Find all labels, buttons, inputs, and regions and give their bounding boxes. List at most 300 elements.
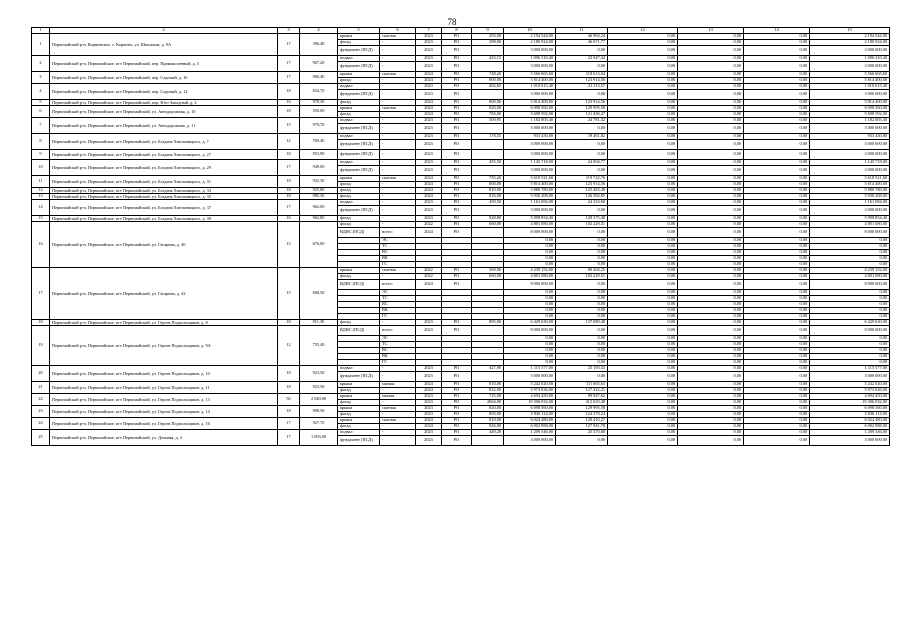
work-type: фасад: [338, 320, 380, 326]
volume: [472, 280, 504, 290]
cost: 0,00: [504, 244, 556, 250]
work-type: фасад: [338, 100, 380, 106]
work-kind: ГС: [380, 314, 416, 320]
owner-cost: 0,00: [744, 238, 810, 244]
fund-cost: 0,00: [608, 354, 678, 360]
budget-cost: 0,00: [678, 222, 744, 228]
fund: РО: [442, 222, 472, 228]
work-kind: -: [380, 84, 416, 90]
budget-cost: 0,00: [678, 430, 744, 436]
fund: РО: [442, 90, 472, 100]
work-type: крыша: [338, 382, 380, 388]
work-kind: -: [380, 46, 416, 56]
budget-cost: 0,00: [678, 320, 744, 326]
fund: РО: [442, 194, 472, 200]
volume: [472, 166, 504, 176]
year: 2023: [416, 394, 442, 400]
total-cost: 5 973 636,00: [810, 388, 890, 394]
volume: 810,00: [472, 418, 504, 424]
area: 923,50: [300, 366, 338, 382]
floors: 18: [278, 188, 300, 194]
year: 2023: [416, 216, 442, 222]
total-cost: 3 000 000,00: [810, 166, 890, 176]
fund-cost: 0,00: [608, 200, 678, 206]
budget-cost: 0,00: [678, 34, 744, 40]
area: 769,40: [300, 134, 338, 150]
work-kind: скатная: [380, 268, 416, 274]
unit-cost: 0,00: [556, 46, 608, 56]
unit-cost: 0,00: [556, 262, 608, 268]
area: 911,30: [300, 320, 338, 326]
area: 668,50: [300, 268, 338, 320]
fund: РО: [442, 394, 472, 400]
row-number: 13: [32, 194, 50, 200]
work-type: фасад: [338, 78, 380, 84]
floors: 15: [278, 222, 300, 268]
work-kind: -: [380, 90, 416, 100]
fund: РО: [442, 72, 472, 78]
cost: 0,00: [504, 250, 556, 256]
total-cost: 0,00: [810, 256, 890, 262]
unit-cost: 0,00: [556, 228, 608, 238]
work-type: фасад: [338, 412, 380, 418]
row-number: 2: [32, 56, 50, 72]
owner-cost: 0,00: [744, 134, 810, 140]
cost: 1 145 718,00: [504, 160, 556, 166]
address: Первомайский р-н, Первомайское, пгт Первомайский, ул. Героев Подпольщиков, д. 9А: [50, 326, 278, 366]
year: 2024: [416, 176, 442, 182]
year: 2024: [416, 418, 442, 424]
work-type: подвал: [338, 430, 380, 436]
fund-cost: 0,00: [608, 112, 678, 118]
row-number: 3: [32, 72, 50, 84]
budget-cost: 0,00: [678, 342, 744, 348]
total-cost: 1 010 615,40: [810, 84, 890, 90]
owner-cost: 0,00: [744, 40, 810, 46]
year: 2024: [416, 106, 442, 112]
fund-cost: 0,00: [608, 406, 678, 412]
total-cost: 5 618 521,60: [810, 176, 890, 182]
floors: 17: [278, 430, 300, 446]
budget-cost: 0,00: [678, 118, 744, 124]
unit-cost: 0,00: [556, 436, 608, 446]
fund-cost: 0,00: [608, 394, 678, 400]
cost: 4 801 080,00: [504, 222, 556, 228]
total-cost: 0,00: [810, 354, 890, 360]
volume: 826,00: [472, 424, 504, 430]
unit-cost: 24 004,77: [556, 160, 608, 166]
fund: РО: [442, 216, 472, 222]
fund: РО: [442, 412, 472, 418]
cost: 0,00: [504, 348, 556, 354]
floors: 50: [278, 394, 300, 406]
year: 2024: [416, 382, 442, 388]
work-kind: мягкая: [380, 394, 416, 400]
fund: РО: [442, 112, 472, 118]
unit-cost: 0,00: [556, 296, 608, 302]
cost: 5 814 400,00: [504, 78, 556, 84]
unit-cost: 0,00: [556, 302, 608, 308]
year: 2023: [416, 62, 442, 72]
owner-cost: 0,00: [744, 302, 810, 308]
volume: 820,00: [472, 106, 504, 112]
cost: 0,00: [504, 360, 556, 366]
total-cost: 5 998 854,40: [810, 216, 890, 222]
budget-cost: 0,00: [678, 100, 744, 106]
budget-cost: 0,00: [678, 250, 744, 256]
unit-cost: 0,00: [556, 314, 608, 320]
work-kind: всего:: [380, 326, 416, 336]
volume: 755,20: [472, 176, 504, 182]
unit-cost: 0,00: [556, 290, 608, 296]
capital-repair-table: [31, 27, 890, 446]
budget-cost: 0,00: [678, 394, 744, 400]
floors: 18: [278, 320, 300, 326]
cost: 0,00: [504, 314, 556, 320]
floors: 18: [278, 382, 300, 394]
cost: 3 000 000,00: [504, 436, 556, 446]
work-type: фундамент (ПСД): [338, 206, 380, 216]
total-cost: 2 180 924,00: [810, 40, 890, 46]
fund: РО: [442, 406, 472, 412]
area: 550,00: [300, 106, 338, 118]
work-type: подвал: [338, 134, 380, 140]
work-kind: -: [380, 366, 416, 372]
volume: [472, 326, 504, 336]
total-cost: 6 002 988,00: [810, 424, 890, 430]
work-type: фасад: [338, 424, 380, 430]
total-cost: 5 886 780,00: [810, 188, 890, 194]
address: Первомайский р-н, Первомайское, пгт Первомайский, ул. Богдана Хмельницкого, д. 31: [50, 176, 278, 188]
cost: 2 180 924,00: [504, 40, 556, 46]
address: Первомайский р-н, Первомайское, пгт Первомайский, ул. Гагарина, д. 40: [50, 222, 278, 268]
work-kind: -: [380, 400, 416, 406]
unit-cost: 119 722,76: [556, 176, 608, 182]
row-number: 22: [32, 394, 50, 406]
work-kind: -: [380, 216, 416, 222]
budget-cost: 0,00: [678, 412, 744, 418]
row-number: 8: [32, 134, 50, 150]
cost: 3 000 000,00: [504, 62, 556, 72]
volume: 820,00: [472, 406, 504, 412]
unit-cost: 0,00: [556, 238, 608, 244]
budget-cost: 0,00: [678, 326, 744, 336]
year: 2023: [416, 412, 442, 418]
address: Первомайский р-н, Первомайское, пгт Первомайский, ул. Героев Подпольщиков, д. 16: [50, 418, 278, 430]
fund: РО: [442, 274, 472, 280]
total-cost: 4 694 450,00: [810, 394, 890, 400]
unit-cost: 124 379,24: [556, 412, 608, 418]
work-type: подвал: [338, 118, 380, 124]
owner-cost: 0,00: [744, 216, 810, 222]
work-kind: -: [380, 194, 416, 200]
total-cost: 5 814 400,00: [810, 100, 890, 106]
unit-cost: 0,00: [556, 150, 608, 160]
unit-cost: 0,00: [556, 90, 608, 100]
cost: 3 000 000,00: [504, 124, 556, 134]
year: 2023: [416, 140, 442, 150]
volume: 455,50: [472, 160, 504, 166]
work-kind: ВС: [380, 250, 416, 256]
page-number: 78: [447, 17, 457, 27]
budget-cost: 0,00: [678, 406, 744, 412]
unit-cost: 0,00: [556, 336, 608, 342]
volume: 784,00: [472, 112, 504, 118]
volume: 810,00: [472, 382, 504, 388]
budget-cost: 0,00: [678, 206, 744, 216]
fund: РО: [442, 372, 472, 382]
address: Первомайский р-н, Первомайское, пгт Первомайский, ул. Героев Подпольщиков, д. 10: [50, 366, 278, 382]
unit-cost: 0,00: [556, 62, 608, 72]
year: 2022: [416, 268, 442, 274]
owner-cost: 0,00: [744, 244, 810, 250]
year: 2023: [416, 56, 442, 62]
work-kind: ГС: [380, 360, 416, 366]
fund-cost: 0,00: [608, 268, 678, 274]
total-cost: 5 698 592,00: [810, 112, 890, 118]
fund-cost: 0,00: [608, 150, 678, 160]
volume: 800,00: [472, 78, 504, 84]
work-type: фасад: [338, 188, 380, 194]
address: Первомайский р-н, Первомайское, пгт Первомайский, пер. Садовый, д. 12: [50, 84, 278, 100]
address: Первомайский р-н, Первомайское, пгт Первомайский, ул. Героев Подпольщиков, д. 14: [50, 406, 278, 418]
fund-cost: 0,00: [608, 336, 678, 342]
total-cost: 1 145 718,00: [810, 160, 890, 166]
work-kind: ЭС: [380, 336, 416, 342]
budget-cost: 0,00: [678, 124, 744, 134]
work-type: фасад: [338, 388, 380, 394]
volume: 810,00: [472, 188, 504, 194]
cost: 19 306 032,00: [504, 400, 556, 406]
budget-cost: 0,00: [678, 418, 744, 424]
total-cost: 5 566 665,60: [810, 72, 890, 78]
address: Первомайский р-н, Первомайское, пгт Первомайский, ул. Героев Подпольщиков, д. 11: [50, 382, 278, 394]
floors: 18: [278, 406, 300, 418]
budget-cost: 0,00: [678, 84, 744, 90]
column-number-14: 14: [744, 28, 810, 34]
floors: 15: [278, 268, 300, 320]
fund-cost: 0,00: [608, 400, 678, 406]
work-kind: скатная: [380, 72, 416, 78]
volume: 885,00: [472, 320, 504, 326]
owner-cost: 0,00: [744, 418, 810, 424]
budget-cost: 0,00: [678, 238, 744, 244]
owner-cost: 0,00: [744, 34, 810, 40]
work-kind: скатная: [380, 34, 416, 40]
fund: РО: [442, 366, 472, 372]
area: 1 003,00: [300, 430, 338, 446]
cost: 0,00: [504, 336, 556, 342]
fund: РО: [442, 418, 472, 424]
unit-cost: 0,00: [556, 326, 608, 336]
unit-cost: 0,00: [556, 166, 608, 176]
owner-cost: 0,00: [744, 62, 810, 72]
area: 907,20: [300, 56, 338, 72]
fund-cost: 0,00: [608, 388, 678, 394]
fund: РО: [442, 436, 472, 446]
unit-cost: 137 080,48: [556, 320, 608, 326]
column-number-2: 2: [50, 28, 278, 34]
cost: 0,00: [504, 302, 556, 308]
work-kind: -: [380, 166, 416, 176]
budget-cost: 0,00: [678, 268, 744, 274]
column-number-15: 15: [810, 28, 890, 34]
budget-cost: 0,00: [678, 424, 744, 430]
fund-cost: 0,00: [608, 348, 678, 354]
work-type: подвал: [338, 366, 380, 372]
fund-cost: 0,00: [608, 188, 678, 194]
cost: 5 566 665,60: [504, 72, 556, 78]
budget-cost: 0,00: [678, 348, 744, 354]
budget-cost: 0,00: [678, 256, 744, 262]
fund: РО: [442, 228, 472, 238]
unit-cost: 0,00: [556, 280, 608, 290]
unit-cost: 22 947,44: [556, 56, 608, 62]
total-cost: 4 801 080,00: [810, 222, 890, 228]
fund-cost: 0,00: [608, 56, 678, 62]
work-type: ВДИС (ПСД): [338, 228, 380, 238]
fund-cost: 0,00: [608, 46, 678, 56]
budget-cost: 0,00: [678, 72, 744, 78]
total-cost: 6 098 560,00: [810, 106, 890, 112]
work-kind: -: [380, 62, 416, 72]
work-type: крыша: [338, 34, 380, 40]
fund-cost: 0,00: [608, 100, 678, 106]
owner-cost: 0,00: [744, 400, 810, 406]
year: 2024: [416, 228, 442, 238]
fund: РО: [442, 84, 472, 90]
fund: РО: [442, 34, 472, 40]
work-kind: -: [380, 134, 416, 140]
total-cost: 8 000 000,00: [810, 326, 890, 336]
work-type: крыша: [338, 418, 380, 424]
unit-cost: 19 461,82: [556, 134, 608, 140]
work-type: подвал: [338, 84, 380, 90]
work-kind: -: [380, 436, 416, 446]
year: 2024: [416, 182, 442, 188]
fund-cost: 0,00: [608, 262, 678, 268]
year: 2023: [416, 46, 442, 56]
area: 2 840,00: [300, 394, 338, 406]
fund-cost: 0,00: [608, 84, 678, 90]
fund-cost: 0,00: [608, 222, 678, 228]
fund-cost: 0,00: [608, 106, 678, 112]
work-kind: ГС: [380, 262, 416, 268]
owner-cost: 0,00: [744, 388, 810, 394]
fund: РО: [442, 78, 472, 84]
volume: [472, 62, 504, 72]
year: 2023: [416, 372, 442, 382]
budget-cost: 0,00: [678, 372, 744, 382]
column-number-4: 4: [300, 28, 338, 34]
floors: 17: [278, 56, 300, 72]
fund: РО: [442, 382, 472, 388]
owner-cost: 0,00: [744, 348, 810, 354]
work-type: ВДИС (ПСД): [338, 280, 380, 290]
budget-cost: 0,00: [678, 314, 744, 320]
fund: РО: [442, 160, 472, 166]
unit-cost: 123 914,56: [556, 78, 608, 84]
volume: 178,55: [472, 134, 504, 140]
floors: 18: [278, 106, 300, 118]
year: 2024: [416, 188, 442, 194]
owner-cost: 0,00: [744, 336, 810, 342]
fund-cost: 0,00: [608, 412, 678, 418]
owner-cost: 0,00: [744, 166, 810, 176]
fund: РО: [442, 430, 472, 436]
work-kind: -: [380, 200, 416, 206]
cost: 933 430,80: [504, 134, 556, 140]
cost: 0,00: [504, 308, 556, 314]
work-type: крыша: [338, 176, 380, 182]
fund-cost: 0,00: [608, 342, 678, 348]
fund-cost: 0,00: [608, 430, 678, 436]
owner-cost: 0,00: [744, 342, 810, 348]
owner-cost: 0,00: [744, 118, 810, 124]
owner-cost: 0,00: [744, 84, 810, 90]
year: 2023: [416, 84, 442, 90]
owner-cost: 0,00: [744, 124, 810, 134]
floors: 17: [278, 34, 300, 56]
cost: 5 814 400,00: [504, 182, 556, 188]
row-number: 15: [32, 216, 50, 222]
column-number-10: 10: [504, 28, 556, 34]
fund: РО: [442, 150, 472, 160]
total-cost: 1 182 005,40: [810, 118, 890, 124]
fund: РО: [442, 326, 472, 336]
budget-cost: 0,00: [678, 46, 744, 56]
volume: 803,00: [472, 412, 504, 418]
year: 2023: [416, 90, 442, 100]
owner-cost: 0,00: [744, 176, 810, 182]
area: 949,00: [300, 160, 338, 176]
work-type: фундамент (ПСД): [338, 140, 380, 150]
fund-cost: 0,00: [608, 320, 678, 326]
cost: 6 098 560,00: [504, 406, 556, 412]
unit-cost: 127 322,21: [556, 388, 608, 394]
year: 2023: [416, 118, 442, 124]
fund-cost: 0,00: [608, 134, 678, 140]
work-kind: -: [380, 118, 416, 124]
owner-cost: 0,00: [744, 56, 810, 62]
cost: 3 000 000,00: [504, 140, 556, 150]
fund: РО: [442, 140, 472, 150]
fund: РО: [442, 118, 472, 124]
column-number-5: 5: [338, 28, 380, 34]
unit-cost: 0,00: [556, 360, 608, 366]
fund: РО: [442, 46, 472, 56]
year: 2024: [416, 194, 442, 200]
work-kind: -: [380, 56, 416, 62]
owner-cost: 0,00: [744, 106, 810, 112]
fund-cost: 0,00: [608, 228, 678, 238]
work-kind: -: [380, 222, 416, 228]
budget-cost: 0,00: [678, 56, 744, 62]
volume: [472, 90, 504, 100]
fund: РО: [442, 280, 472, 290]
owner-cost: 0,00: [744, 250, 810, 256]
work-type: крыша: [338, 72, 380, 78]
budget-cost: 0,00: [678, 134, 744, 140]
owner-cost: 0,00: [744, 200, 810, 206]
budget-cost: 0,00: [678, 280, 744, 290]
unit-cost: 127 941,78: [556, 424, 608, 430]
address: Первомайский р-н, Коршевское, с. Коршево, ул. Школьная, д. 9А: [50, 34, 278, 56]
cost: 3 000 000,00: [504, 206, 556, 216]
column-number-12: 12: [608, 28, 678, 34]
budget-cost: 0,00: [678, 290, 744, 296]
volume: 462,65: [472, 84, 504, 90]
